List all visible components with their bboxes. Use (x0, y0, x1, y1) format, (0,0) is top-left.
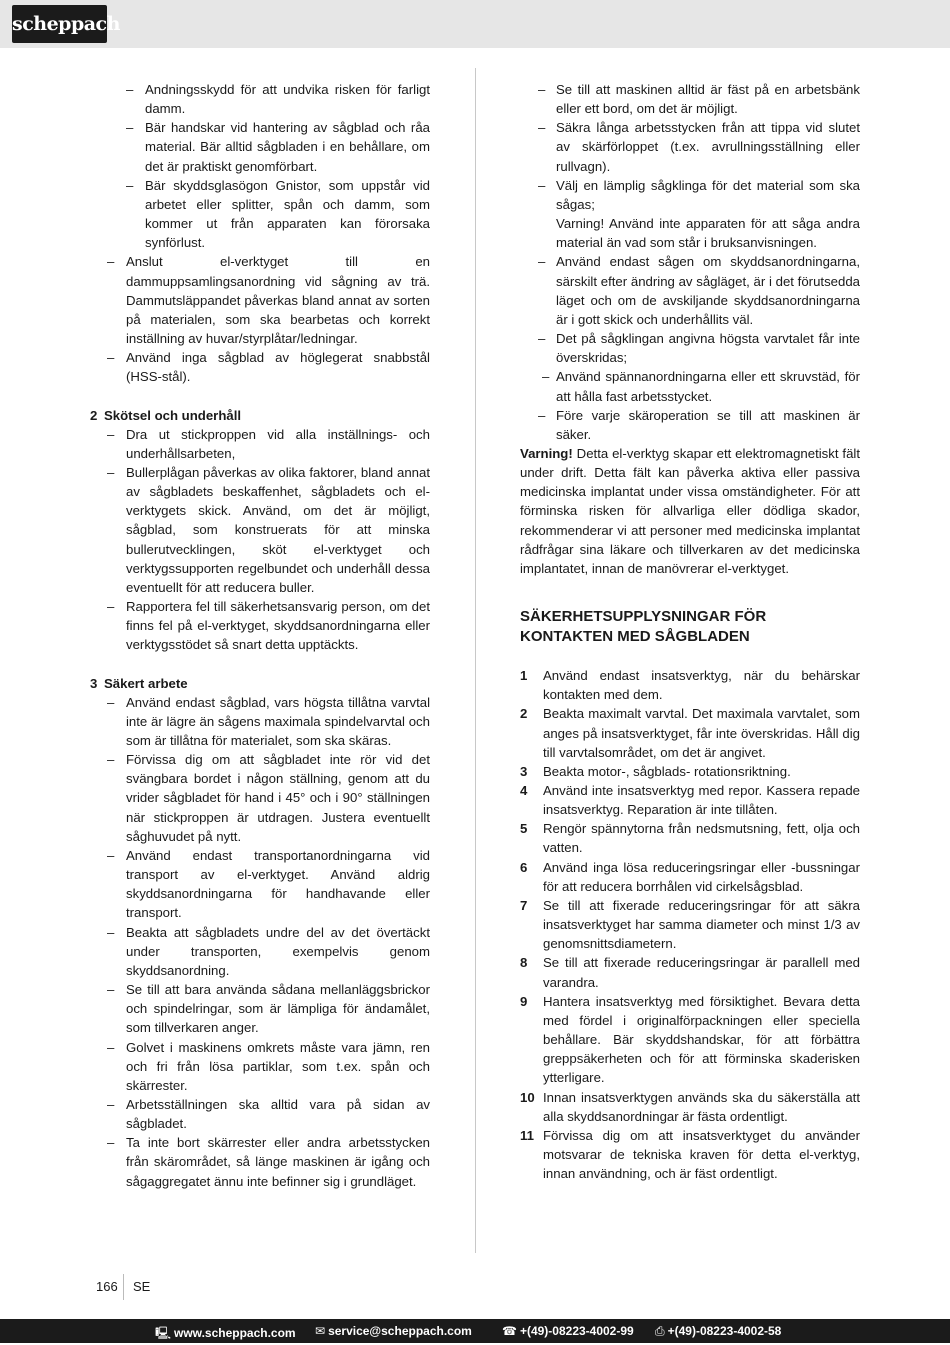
numbered-item (520, 858, 860, 896)
numbered-item (520, 953, 860, 991)
phone-icon: ☎ (502, 1324, 517, 1338)
header-band (0, 0, 950, 48)
numbered-item (520, 781, 860, 819)
list-item: – Beakta att sågbladets undre del av det övertäckt under transporten, exempelvis genom skyddsanordning. (107, 924, 430, 978)
warning-label: Varning! (520, 445, 573, 461)
right-column (520, 80, 860, 1183)
dash-bullet: – (107, 694, 115, 710)
item-number: 1 (520, 668, 528, 684)
dash-bullet: – (538, 407, 546, 423)
item-text: Rengör spännytorna från nedsmutsning, fett, olja och vatten. (543, 821, 860, 856)
safety-heading: SÄKERHETSUPPLYSNINGAR FÖR KONTAKTEN MED SÅGBLADEN (520, 608, 767, 646)
dash-bullet: – (107, 350, 115, 366)
dash-bullet: – (107, 254, 115, 270)
list-item: – Se till att maskinen alltid är fäst på en arbetsbänk eller ett bord, om det är möjligt. (538, 82, 860, 117)
list-item: – Andningsskydd för att undvika risken för farligt damm. (126, 82, 430, 117)
list-item: – Använd endast sågblad, vars högsta tillåtna varvtal inte är lägre än sågens maximala spindelvarvtal och som är tillåtna för materialet, som ska skäras. (107, 694, 430, 748)
list-item: – Rapportera fel till säkerhetsansvarig person, om det finns fel på el-verktyget, skyddsanordningarna eller verktygsstödet så snart detta upptäckts. (107, 599, 430, 653)
item-number: 2 (520, 706, 528, 722)
phone-contact: ☎ +(49)-08223-4002-99 (502, 1324, 634, 1338)
footer-separator (123, 1274, 124, 1300)
dash-bullet: – (107, 599, 115, 615)
item-text: Använd inte insatsverktyg med repor. Kassera repade insatsverktyg. Reparation är inte tillåten. (543, 783, 860, 818)
dash-bullet: – (107, 1039, 115, 1055)
left-column (90, 80, 430, 1191)
numbered-list (520, 666, 860, 1183)
list-item: – Före varje skäroperation se till att maskinen är säker. (538, 407, 860, 442)
item-number: 11 (520, 1127, 534, 1143)
item-text: Beakta motor-, sågblads- rotationsriktning. (543, 763, 791, 779)
item-text: Se till att fixerade reduceringsringar är parallell med varandra. (543, 955, 860, 990)
dash-bullet: – (107, 1096, 115, 1112)
numbered-item (520, 992, 860, 1088)
dash-bullet: – (538, 120, 546, 136)
list-item: – Det på sågklingan angivna högsta varvtalet får inte överskridas; (538, 331, 860, 366)
dash-bullet: – (107, 464, 115, 480)
list-item: – Välj en lämplig sågklinga för det material som ska sågas; Varning! Använd inte apparaten för att såga andra material än vad som står i bruksanvisningen. (538, 177, 860, 251)
dash-bullet: – (107, 752, 115, 768)
item-text: Använd endast insatsverktyg, när du behärskar kontakten med dem. (543, 668, 860, 703)
numbered-item (520, 666, 860, 704)
list-item: – Golvet i maskinens omkrets måste vara jämn, ren och fri från lösa partiklar, som t.ex. spån och skärrester. (107, 1039, 430, 1093)
list-item: – Säkra långa arbetsstycken från att tippa vid slutet av skärförloppet (t.ex. avrullningsställning eller rullvagn). (538, 120, 860, 174)
numbered-item (520, 1088, 860, 1126)
list-item: – Arbetsställningen ska alltid vara på sidan av sågbladet. (107, 1096, 430, 1132)
item-number: 6 (520, 859, 528, 875)
mail-icon: ✉ (315, 1324, 326, 1338)
website-contact[interactable]: 🖳 www.scheppach.com (155, 1326, 296, 1340)
dash-bullet: – (538, 254, 546, 270)
dash-bullet: – (107, 847, 115, 863)
warning-paragraph: Varning! Detta el-verktyg skapar ett elektromagnetiskt fält under drift. Detta fält kan påverka aktiva eller passiva medicinska implantat under vissa omständigheter. För att förminska risken för allvarliga eller dödliga skador, rekommenderar vi att personer med medicinska implantat rådfrågar sina läkare och tillverkaren av det medicinska implantatet, innan de manövrerar el-verktyget. (520, 445, 861, 576)
numbered-item (520, 704, 860, 761)
numbered-item (520, 1126, 860, 1183)
page-number: 166 (96, 1279, 118, 1294)
item-number: 3 (520, 763, 528, 779)
list-item: – Använd endast transportanordningarna vid transport av el-verktyget. Använd aldrig skyddsanordningarna för handhavande eller transport. (107, 847, 430, 921)
column-divider (475, 68, 476, 1253)
computer-icon: 🖳 (155, 1326, 172, 1340)
email-contact[interactable]: ✉ service@scheppach.com (315, 1324, 472, 1338)
item-number: 10 (520, 1089, 535, 1105)
list-item: – Bär skyddsglasögon Gnistor, som uppstår vid arbetet eller splitter, spån och damm, som kommer ut från apparaten kan förorsaka synförlust. (126, 177, 430, 251)
scheppach-logo: scheppach (12, 5, 107, 43)
list-item: – Använd endast sågen om skyddsanordningarna, särskilt efter ändring av sågläget, är i det förutsedda läget och om de avskiljande skyddsanordningarna är i gott skick och underhållits väl. (538, 254, 860, 327)
list-item: – Förvissa dig om att sågbladet inte rör vid det svängbara bordet i någon ställning, genom att du vrider sågbladet för hand i 45° och i 90° ställningen när stickproppen är utdragen. Justera eventuellt såghuvudet på nytt. (107, 752, 430, 844)
list-item: – Dra ut stickproppen vid alla inställnings- och underhållsarbeten, (107, 426, 430, 461)
item-text: Förvissa dig om att insatsverktyget du använder motsvarar de tekniska kraven för detta el-verktyg, innan användning, och är fäst ordentligt. (543, 1127, 860, 1182)
numbered-item (520, 819, 860, 857)
item-number: 7 (520, 897, 528, 913)
language-code: SE (133, 1279, 151, 1294)
dash-bullet: – (538, 82, 546, 97)
section-heading: 2 Skötsel och underhåll (90, 407, 242, 423)
dash-bullet: – (107, 1135, 115, 1151)
list-item: – Anslut el-verktyget till en dammuppsamlingsanordning vid sågning av trä. Dammutsläppandet påverkas bland annat av sorten på materialen, som ska bearbetas och korrekt inställning av huvar/styrplåtar/ledningar. (107, 254, 430, 347)
dash-bullet: – (126, 120, 134, 136)
list-item: – Bullerplågan påverkas av olika faktorer, bland annat av sågbladets beskaffenhet, sågbladets och el-verktygets skick. Använd, om det är möjligt, sågblad, som konstruerats för att minska bullerutvecklingen, sköt el-verktyget och verktygssupporten regelbundet och underhåll dessa eventuellt för att reducera buller. (107, 464, 430, 595)
fax-contact: ⎙ +(49)-08223-4002-58 (655, 1324, 782, 1338)
dash-bullet: – (107, 426, 115, 442)
dash-bullet: – (538, 177, 546, 193)
numbered-item (520, 762, 860, 781)
item-number: 9 (520, 993, 528, 1009)
item-text: Se till att fixerade reduceringsringar för att säkra insatsverktyget har samma diameter och minst 1/3 av genomsnittsdiametern. (543, 897, 860, 952)
item-number: 4 (520, 783, 528, 798)
dash-bullet: – (107, 924, 115, 940)
list-item: – Bär handskar vid hantering av sågblad och råa material. Bär alltid sågbladen i en behållare, om det är praktiskt genomförbart. (126, 120, 430, 174)
numbered-item (520, 896, 860, 953)
fax-icon: ⎙ (655, 1324, 665, 1338)
item-text: Beakta maximalt varvtal. Det maximala varvtalet, som anges på insatsverktyget, får inte överskridas. Håll dig till varvtalsområdet, om det är angivet. (543, 706, 860, 760)
list-item: – Se till att bara använda sådana mellanläggsbrickor och spindelringar, som är lämpliga för ändamålet, som tillverkaren anger. (107, 982, 430, 1036)
list-item: – Använd inga sågblad av höglegerat snabbstål (HSS-stål). (107, 350, 430, 385)
dash-bullet: – (107, 982, 115, 998)
item-text: Hantera insatsverktyg med försiktighet. Bevara detta med fördel i originalförpackningen eller speciella behållare. Bär skyddshandskar, för att förbättra greppsäkerheten och för att förminska skaderisken ytterligare. (543, 993, 860, 1086)
item-text: Använd inga lösa reduceringsringar eller -bussningar för att reducera borrhålen vid cirkelsågsblad. (543, 859, 860, 894)
dash-bullet: – (126, 177, 134, 193)
dash-bullet: – (542, 369, 550, 385)
dash-bullet: – (126, 82, 134, 97)
footer-contact-bar (0, 1319, 950, 1343)
section-heading: 3 Säkert arbete (90, 675, 188, 691)
item-number: 8 (520, 955, 528, 971)
list-item: – Använd spännanordningarna eller ett skruvstäd, för att hålla fast arbetsstycket. (542, 369, 860, 404)
item-number: 5 (520, 821, 528, 837)
dash-bullet: – (538, 331, 546, 347)
item-text: Innan insatsverktygen används ska du säkerställa att alla skyddsanordningar är fästa ordentligt. (543, 1089, 860, 1124)
list-item: – Ta inte bort skärrester eller andra arbetsstycken från skärområdet, så länge maskinen är igång och sågaggregatet ännu inte befinner sig i grundläget. (107, 1135, 430, 1189)
